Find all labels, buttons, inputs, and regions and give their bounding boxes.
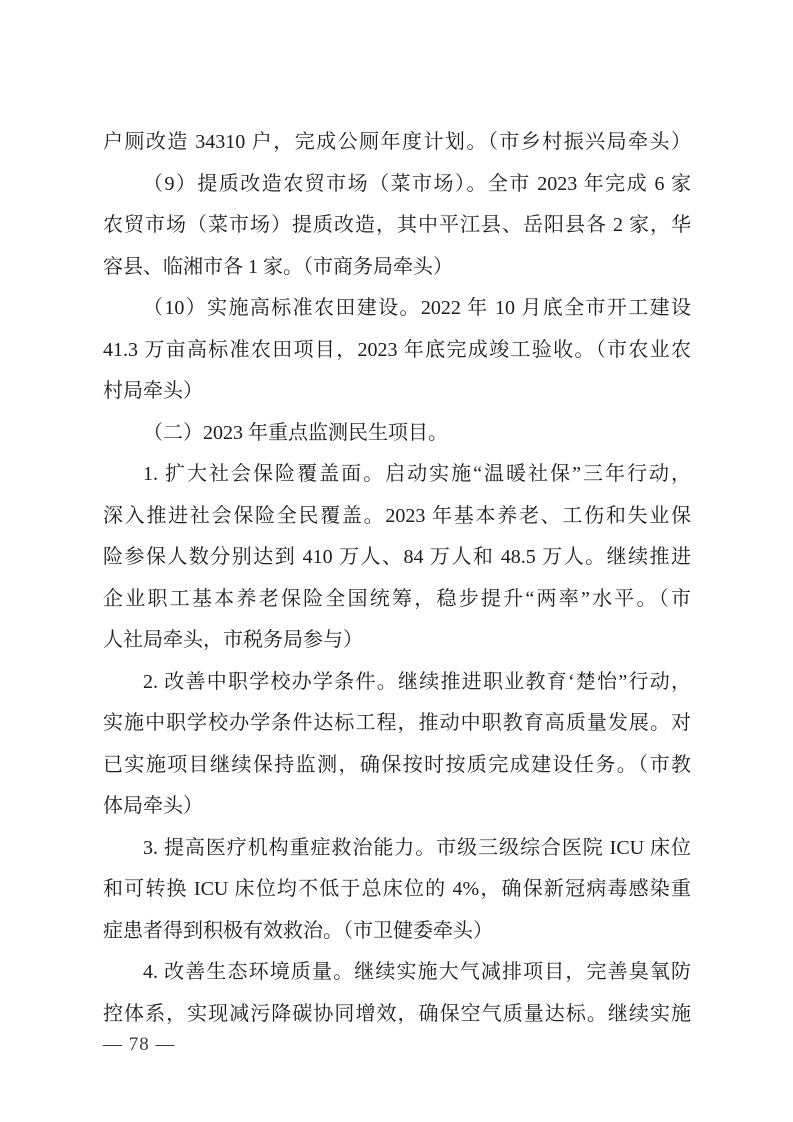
text-line: 1. 扩大社会保险覆盖面。启动实施“温暖社保”三年行动，	[143, 463, 691, 485]
text-line: 实施中职学校办学条件达标工程，推动中职教育高质量发展。对	[103, 712, 691, 734]
text-line: 症患者得到积极有效救治。（市卫健委牵头）	[103, 919, 493, 942]
text-line: 已实施项目继续保持监测，确保按时按质完成建设任务。（市教	[103, 753, 691, 776]
section-heading-line: （二）2023 年重点监测民生项目。	[143, 421, 448, 444]
text-line: 村局牵头）	[103, 380, 203, 402]
text-line: 容县、临湘市各 1 家。（市商务局牵头）	[103, 255, 453, 278]
text-line: 2. 改善中职学校办学条件。继续推进职业教育‘楚怡”行动，	[143, 670, 691, 693]
text-line: 体局牵头）	[103, 795, 203, 817]
text-line: 控体系，实现减污降碳协同增效，确保空气质量达标。继续实施	[103, 1002, 691, 1025]
text-line: 3. 提高医疗机构重症救治能力。市级三级综合医院 ICU 床位	[143, 836, 691, 859]
text-line: 41.3 万亩高标准农田项目，2023 年底完成竣工验收。（市农业农	[103, 338, 691, 361]
text-line: 人社局牵头，市税务局参与）	[103, 629, 363, 651]
text-line: 和可转换 ICU 床位均不低于总床位的 4%，确保新冠病毒感染重	[103, 878, 691, 900]
text-line: 企业职工基本养老保险全国统筹，稳步提升“两率”水平。（市	[103, 587, 691, 610]
text-line: 险参保人数分别达到 410 万人、84 万人和 48.5 万人。继续推进	[103, 546, 691, 568]
page-number: — 78 —	[103, 1034, 176, 1055]
document-text-block	[103, 122, 691, 1035]
text-line: （9）提质改造农贸市场（菜市场）。全市 2023 年完成 6 家	[143, 172, 691, 195]
text-line: 农贸市场（菜市场）提质改造，其中平江县、岳阳县各 2 家，华	[103, 214, 691, 236]
text-line: 深入推进社会保险全民覆盖。2023 年基本养老、工伤和失业保	[103, 504, 691, 527]
text-line: （10）实施高标准农田建设。2022 年 10 月底全市开工建设	[143, 297, 691, 319]
text-line: 户厕改造 34310 户，完成公厕年度计划。（市乡村振兴局牵头）	[103, 131, 691, 153]
text-line: 4. 改善生态环境质量。继续实施大气减排项目，完善臭氧防	[143, 961, 691, 983]
